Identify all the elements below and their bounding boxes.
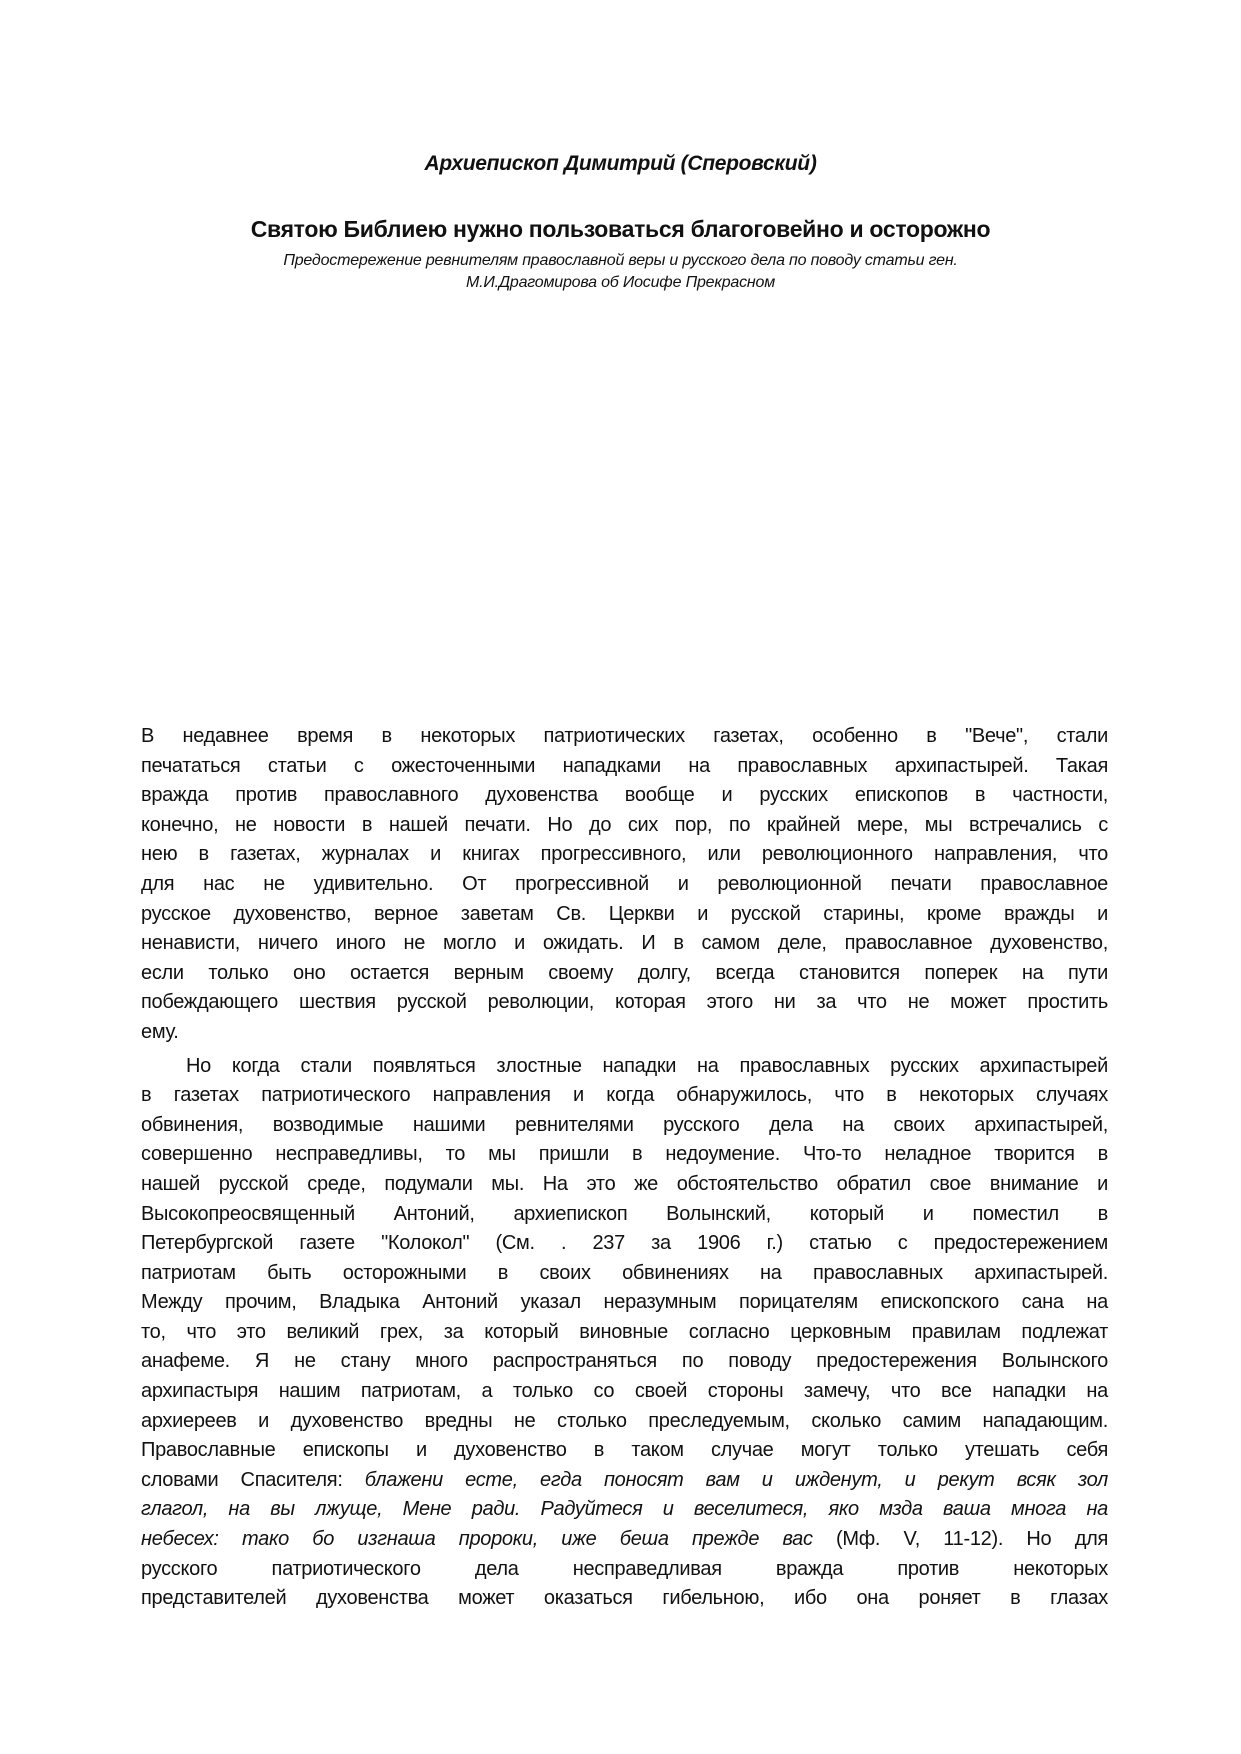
scripture-quote: блажени есте, егда поносят вам и ижденут, и рекут всяк зол (364, 1468, 1108, 1491)
text-line: архиереев и духовенство вредны не столько преследуемым, сколько самим нападающим. (141, 1409, 1108, 1432)
text-line: в газетах патриотического направления и когда обнаружилось, что в некоторых случаях (141, 1084, 1108, 1107)
paragraph (141, 1052, 1108, 1614)
document-title: Святою Библиею нужно пользоваться благоговейно и осторожно (250, 216, 991, 242)
text-line: русское духовенство, верное заветам Св. Церкви и русской старины, кроме вражды и (141, 902, 1108, 925)
paragraph (141, 722, 1108, 1048)
subtitle-line: М.И.Драгомирова об Иосифе Прекрасном (465, 274, 776, 291)
text-line: В недавнее время в некоторых патриотических газетах, особенно в "Вече", стали (141, 725, 1108, 747)
text-line: для нас не удивительно. От прогрессивной и революционной печати православное (141, 872, 1108, 895)
text-line: совершенно несправедливы, то мы пришли в недоумение. Что-то неладное творится в (141, 1143, 1108, 1166)
text-line: то, что это великий грех, за который виновные согласно церковным правилам подлежат (141, 1320, 1108, 1343)
text-line: нею в газетах, журналах и книгах прогрессивного, или революционного направления, что (141, 843, 1108, 866)
document-subtitle (0, 250, 1241, 294)
scripture-quote: небесех: тако бо изгнаша пророки, иже беша прежде вас (141, 1528, 813, 1551)
text-line: ненависти, ничего иного не могло и ожидать. И в самом деле, православное духовенство, (141, 932, 1108, 955)
text-line: словами Спасителя: блажени есте, егда поносят вам и ижденут, и рекут всяк зол (141, 1468, 1108, 1491)
text-line: представителей духовенства может оказаться гибельною, ибо она роняет в глазах (141, 1587, 1108, 1610)
text-line: русского патриотического дела несправедливая вражда против некоторых (141, 1557, 1108, 1580)
text-line: ему. (141, 1020, 179, 1043)
subtitle-line: Предостережение ревнителям православной веры и русского дела по поводу статьи ген. (283, 252, 958, 269)
text-line: Петербургской газете "Колокол" (См. . 237 за 1906 г.) статью с предостережением (141, 1232, 1108, 1255)
text-line: Между прочим, Владыка Антоний указал неразумным порицателям епископского сана на (141, 1291, 1108, 1314)
text-line: нашей русской среде, подумали мы. На это же обстоятельство обратил свое внимание и (141, 1172, 1108, 1195)
text-line: обвинения, возводимые нашими ревнителями русского дела на своих архипастырей, (141, 1113, 1108, 1136)
text-line: Но когда стали появляться злостные нападки на православных русских архипастырей (186, 1054, 1108, 1077)
text-line: небесех: тако бо изгнаша пророки, иже беша прежде вас (Мф. V, 11-12). Но для (141, 1528, 1108, 1551)
text-line: если только оно остается верным своему долгу, всегда становится поперек на пути (141, 961, 1108, 984)
text-line: архипастыря нашим патриотам, а только со своей стороны замечу, что все нападки на (141, 1380, 1108, 1403)
text-line: Православные епископы и духовенство в таком случае могут только утешать себя (141, 1439, 1108, 1462)
text-line (141, 1495, 1108, 1525)
text-line: патриотам быть осторожными в своих обвинениях на православных архипастырей. (141, 1261, 1108, 1284)
author-heading: Архиепископ Димитрий (Сперовский) (424, 152, 817, 175)
scripture-quote: глагол, на вы лжуще, Мене ради. Радуйтеся и веселитеся, яко мзда ваша многа на (141, 1498, 1108, 1521)
document-body (141, 722, 1108, 1618)
text-line: побеждающего шествия русской революции, которая этого ни за что не может простить (141, 991, 1108, 1014)
text-line: печататься статьи с ожесточенными нападками на православных архипастырей. Такая (141, 754, 1108, 777)
text-line: анафеме. Я не стану много распространяться по поводу предостережения Волынского (141, 1350, 1108, 1373)
text-line: Высокопреосвященный Антоний, архиепископ Волынский, который и поместил в (141, 1202, 1108, 1225)
text-line: конечно, не новости в нашей печати. Но до сих пор, по крайней мере, мы встречались с (141, 813, 1108, 836)
text-line: вражда против православного духовенства вообще и русских епископов в частности, (141, 784, 1108, 807)
